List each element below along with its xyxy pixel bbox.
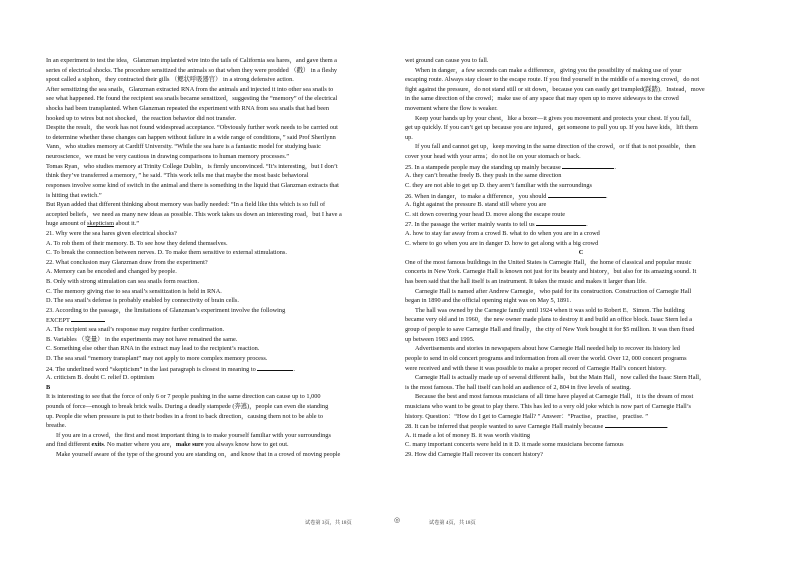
text-segment: Keep your hands up by your chest，like a boxer—it gives you movement and protects your chest. If you fall， — [415, 114, 696, 122]
text-segment: A. fight against the pressure B. stand still where you are — [405, 201, 547, 209]
text-line — [405, 162, 757, 172]
text-line — [46, 402, 398, 412]
text-line — [46, 296, 398, 306]
answer-blank[interactable] — [548, 191, 606, 198]
text-segment: Despite the result，the work has not found widespread acceptance. “Obviously further work needs to be carried out — [46, 124, 338, 132]
text-line — [46, 277, 398, 287]
text-line — [405, 114, 757, 124]
text-segment: 22. What conclusion may Glanzman draw from the experiment? — [46, 258, 208, 266]
text-line — [405, 258, 757, 268]
text-segment: In an experiment to test the idea，Glanzman implanted wire into the tails of California sea hares，and gave them a — [46, 57, 337, 64]
text-segment: breathe. — [46, 422, 67, 430]
text-line — [405, 94, 757, 104]
text-line — [46, 133, 398, 143]
text-line — [46, 66, 398, 76]
text-segment: is the most famous. The hall itself can hold an audience of 2, 804 in five levels of seating. — [405, 383, 631, 391]
text-segment: began in 1890 and the official opening night was on May 5, 1891. — [405, 297, 572, 305]
text-segment: escaping route. Always stay closer to the escape route. If you find yourself in the middle of a moving crowd，do not — [405, 76, 700, 84]
text-segment: movement where the flow is weaker. — [405, 105, 498, 113]
text-segment: A. how to stay far away from a crowd B. what to do when you are in a crowd — [405, 229, 600, 237]
text-line — [405, 229, 757, 239]
text-segment: cover your head with your arms；do not lie on your stomach or back. — [405, 153, 581, 161]
text-line — [405, 325, 757, 335]
text-line — [405, 85, 757, 95]
text-line — [46, 306, 398, 316]
bold-word: make sure — [175, 441, 204, 449]
text-line — [405, 392, 757, 402]
text-segment: 26. When in danger，to make a difference，you should — [405, 192, 548, 200]
text-line — [405, 440, 757, 450]
text-line — [405, 75, 757, 85]
answer-blank[interactable] — [257, 364, 293, 371]
text-segment: It is interesting to see that the force of only 6 or 7 people pushing in the same direction can cause up to 1,000 — [46, 393, 321, 401]
text-segment: 29. How did Carnegie Hall recover its concert history? — [405, 450, 543, 458]
text-segment: C. Something else other than RNA in the extract may lead to the recipient’s reaction. — [46, 345, 260, 353]
text-line — [46, 75, 398, 85]
text-segment: D. The sea snail’s defense is probably enabled by connectivity of brain cells. — [46, 297, 239, 305]
text-line — [46, 421, 398, 431]
text-segment: B. Variables （变量） in the experiments may not have remained the same. — [46, 335, 238, 343]
text-line — [405, 152, 757, 162]
page-number-left: 试卷第 3页，共 18页 — [305, 520, 352, 526]
text-segment: After sensitizing the sea snails，Glanzman extracted RNA from the animals and injected it into other sea snails to — [46, 85, 334, 93]
text-line — [405, 181, 757, 191]
text-segment: C. they are not able to get up D. they aren’t familiar with the surroundings — [405, 181, 592, 189]
text-line — [46, 431, 398, 441]
text-line — [46, 248, 398, 258]
text-line — [46, 392, 398, 402]
text-segment: think they’ve transferred a memory，” he said. “This work tells me that maybe the most basic behavioral — [46, 172, 309, 180]
text-segment: fight against the pressure，do not stand still or sit down，because you can easily get trampled(踩踏)．Instead，move — [405, 85, 705, 93]
text-line — [46, 239, 398, 249]
answer-blank[interactable] — [562, 162, 614, 169]
text-segment: Tomas Ryan，who studies memory at Trinity College Dublin，is firmly unconvinced. “It’s interesting，but I don’t — [46, 162, 338, 170]
text-segment: Advertisements and stories in newspapers about how Carnegie Hall needed help to recover its history led — [415, 345, 680, 353]
text-line — [405, 421, 757, 431]
text-segment: B — [46, 383, 51, 391]
text-line — [46, 412, 398, 422]
text-line — [405, 133, 757, 143]
text-line — [46, 258, 398, 268]
text-segment: . — [586, 221, 588, 229]
text-line — [46, 287, 398, 297]
page-number-right: 试卷第 4页，共 18页 — [429, 520, 476, 526]
text-line — [405, 450, 757, 460]
text-line — [405, 123, 757, 133]
text-segment: The hall was owned by the Carnegie family until 1924 when it was sold to Robert E．Simon. The building — [415, 306, 685, 314]
text-segment: A. they can’t breathe freely B. they push in the same direction — [405, 172, 562, 180]
text-segment: in the same direction of the crowd；make use of any space that may open up to move sideways to the crowd — [405, 95, 679, 103]
text-segment: Carnegie Hall is named after Andrew Carnegie，who paid for its construction. Construction of Carnegie Hall — [415, 287, 692, 295]
text-segment: D. The sea snail “memory transplant” may not apply to more complex memory process. — [46, 354, 268, 362]
text-line — [405, 142, 757, 152]
text-line — [46, 364, 398, 374]
text-line — [46, 267, 398, 277]
text-line — [405, 219, 757, 229]
text-line — [46, 335, 398, 345]
text-segment: group of people to save Carnegie Hall and finally，the city of New York bought it for $5 million. It was then fixed — [405, 326, 695, 334]
text-line — [405, 200, 757, 210]
text-line — [46, 229, 398, 239]
text-segment: A. The recipient sea snail’s response may require further confirmation. — [46, 326, 225, 334]
text-line — [405, 56, 757, 66]
bold-word: exits — [91, 441, 104, 449]
text-line — [46, 344, 398, 354]
text-segment: If you are in a crowd，the first and most important thing is to make yourself familiar with your surroundings — [56, 431, 331, 439]
text-line — [46, 219, 398, 229]
text-segment: A. criticism B. doubt C. relief D. optimism — [46, 374, 155, 382]
text-segment: 25. In a stampede people may die standing up mainly because — [405, 163, 563, 171]
text-segment: C. The memory giving rise to sea snail’s sensitization is held in RNA. — [46, 287, 222, 295]
text-line — [405, 210, 757, 220]
text-segment: . — [614, 163, 616, 171]
answer-blank[interactable] — [536, 219, 588, 229]
text-line — [405, 66, 757, 76]
text-line — [405, 344, 757, 354]
text-line — [46, 152, 398, 162]
text-segment: But Ryan added that different thinking about memory was badly needed: “In a field like this which is so full of — [46, 201, 326, 209]
text-segment: were received and with these it was possible to make a proper record of Carnegie Hall’s concert history. — [405, 364, 667, 372]
text-segment: EXCEPT — [46, 317, 72, 325]
text-segment: . No matter where you are， — [103, 441, 176, 449]
text-segment: 27. In the passage the writer mainly wants to tell us — [405, 221, 537, 229]
text-segment: Make yourself aware of the type of the ground you are standing on，and know that in a crowd of moving people — [56, 450, 341, 458]
text-segment: became very old and in 1960，the new owner made plans to destroy it and build an office block. Isaac Stern led a — [405, 316, 693, 324]
text-segment: see what happened. He found the recipient sea snails became sensitized，suggesting the “memory” of the electrical — [46, 95, 338, 103]
text-segment: Carnegie Hall is actually made up of several different halls，but the Main Hall，now called the Isaac Stern Hall， — [415, 374, 706, 382]
text-segment: has been said that the hall itself is an instrument. It takes the music and makes it larger than life. — [405, 278, 647, 286]
text-segment: When in danger，a few seconds can make a difference，giving you the possibility of making use of your — [415, 66, 682, 74]
text-segment: C — [578, 249, 584, 257]
text-line — [405, 354, 757, 364]
text-segment: neuroscience，we must be very cautious in drawing comparisons to human memory processes.” — [46, 153, 290, 161]
text-line — [46, 142, 398, 152]
text-line — [405, 383, 757, 393]
text-segment: up. People die when pressure is put to their bodies in a front to back direction，causing them not to be able to — [46, 412, 323, 420]
text-line — [405, 296, 757, 306]
text-line — [46, 94, 398, 104]
text-line — [405, 335, 757, 345]
text-segment: wet ground can cause you to fall. — [405, 57, 489, 64]
text-segment: concerts in New York. Carnegie Hall is known not just for its beauty and history，but also for its amazing sound. It — [405, 268, 697, 276]
text-line — [405, 431, 757, 441]
text-segment: Because the best and most famous musicians of all time have played at Carnegie Hall，it is the dream of most — [415, 393, 694, 401]
text-segment: A. it made a lot of money B. it was worth visiting — [405, 431, 531, 439]
text-line — [405, 277, 757, 287]
text-segment: series of electrical shocks. The procedure sensitized the animals so that when they were prodded （戳） in a fleshy — [46, 66, 338, 74]
text-line — [46, 181, 398, 191]
text-segment: pounds of force—enough to break brick walls. During a deadly stampede (奔逃)，people can even die standing — [46, 402, 329, 410]
right-column — [405, 56, 757, 460]
text-segment: C. many important concerts were held in it D. it made some musicians become famous — [405, 441, 624, 449]
text-segment: spout called a siphon，they contracted their gills （鳃状呼吸器官） in a strong defensive action. — [46, 76, 294, 84]
text-line — [46, 85, 398, 95]
text-line — [405, 267, 757, 277]
text-line — [405, 191, 757, 201]
answer-blank[interactable] — [605, 421, 669, 431]
text-line — [46, 56, 398, 66]
text-line — [46, 383, 398, 393]
text-line — [405, 287, 757, 297]
text-line — [405, 171, 757, 181]
text-segment: musicians who want to be great to play there. This has led to a very old joke which is now part of Carnegie Hall’s — [405, 402, 691, 410]
text-segment: history. Question：“How do I get to Carnegie Hall? ” Answer：“Practise，practise，practise. ” — [405, 412, 648, 420]
text-segment: . — [293, 365, 295, 373]
text-segment: is hitting that switch.” — [46, 191, 102, 199]
text-line — [46, 325, 398, 335]
text-segment: One of the most famous buildings in the United States is Carnegie Hall，the home of classical and popular music — [405, 258, 692, 266]
text-line — [46, 210, 398, 220]
text-line — [405, 248, 757, 258]
text-segment: you always know how to get out. — [203, 441, 289, 449]
text-segment: C. To break the connection between nerves. D. To make them sensitive to external stimulations. — [46, 249, 287, 257]
text-segment: 24. The underlined word “skepticism” in the last paragraph is closest in meaning to — [46, 365, 258, 373]
text-line — [46, 373, 398, 383]
text-segment: huge amount of — [46, 220, 88, 228]
text-segment: accepted beliefs，we need as many new ideas as possible. This work takes us down an interesting road，but I have a — [46, 210, 342, 218]
answer-blank[interactable] — [71, 315, 105, 322]
text-segment: up. — [405, 133, 413, 141]
text-line — [46, 171, 398, 181]
text-line — [405, 373, 757, 383]
text-line — [405, 402, 757, 412]
text-segment: . — [666, 423, 669, 431]
text-line — [405, 412, 757, 422]
text-line — [405, 315, 757, 325]
text-segment: A. To rob them of their memory. B. To see how they defend themselves. — [46, 239, 228, 247]
text-line — [46, 123, 398, 133]
text-line — [46, 315, 398, 325]
text-line — [46, 200, 398, 210]
text-segment: responses involve some kind of switch in the animal and there is something in the liquid that Glanzman extracts that — [46, 181, 339, 189]
text-segment: A. Memory can be encoded and changed by people. — [46, 268, 177, 276]
text-line — [405, 364, 757, 374]
text-line — [46, 354, 398, 364]
text-segment: 21. Why were the sea hares given electrical shocks? — [46, 229, 177, 237]
text-line — [46, 162, 398, 172]
text-segment: 28. It can be inferred that people wanted to save Carnegie Hall mainly because — [405, 423, 605, 431]
text-segment: about it.” — [114, 220, 140, 228]
text-segment: . — [605, 192, 608, 200]
text-segment: to determine whether these changes can happen without failure in a wide range of conditions，” said Prof Sherilynn — [46, 133, 336, 141]
text-line — [46, 114, 398, 124]
underlined-word: skepticism — [87, 220, 115, 228]
text-line — [46, 440, 398, 450]
text-segment: people to send in old concert programs and information from all over the world. Over 12, 000 concert programs — [405, 354, 687, 362]
text-segment: 23. According to the passage，the limitations of Glanzman’s experiment involve the following — [46, 306, 286, 314]
text-line — [46, 104, 398, 114]
text-segment: Vann，who studies memory at Cardiff University. “While the sea hare is a fantastic model for studying basic — [46, 143, 321, 151]
text-segment: C. sit down covering your head D. move along the escape route — [405, 210, 566, 218]
text-line — [46, 450, 398, 460]
text-line — [405, 306, 757, 316]
left-column — [46, 56, 398, 460]
text-segment: get up quickly. If you can’t get up because you are injured，get someone to pull you up. If you have kids，lift them — [405, 124, 698, 132]
text-segment: up between 1983 and 1995. — [405, 335, 475, 343]
text-segment: If you fall and cannot get up，keep moving in the same direction of the crowd，or if that is not possible，then — [415, 143, 696, 151]
text-line — [46, 191, 398, 201]
text-line — [405, 104, 757, 114]
circle-symbol-icon: ◎ — [393, 516, 401, 524]
text-segment: shocks had been transplanted. When Glanzman repeated the experiment with RNA from sea snails that had been — [46, 105, 329, 113]
text-segment: hooked up to wires but not shocked，the reaction behavior did not transfer. — [46, 114, 237, 122]
text-segment: and find different — [46, 441, 92, 449]
text-line — [405, 239, 757, 249]
text-segment: C. where to go when you are in danger D. how to get along with a big crowd — [405, 239, 599, 247]
text-segment: B. Only with strong stimulation can sea snails form reaction. — [46, 278, 200, 286]
